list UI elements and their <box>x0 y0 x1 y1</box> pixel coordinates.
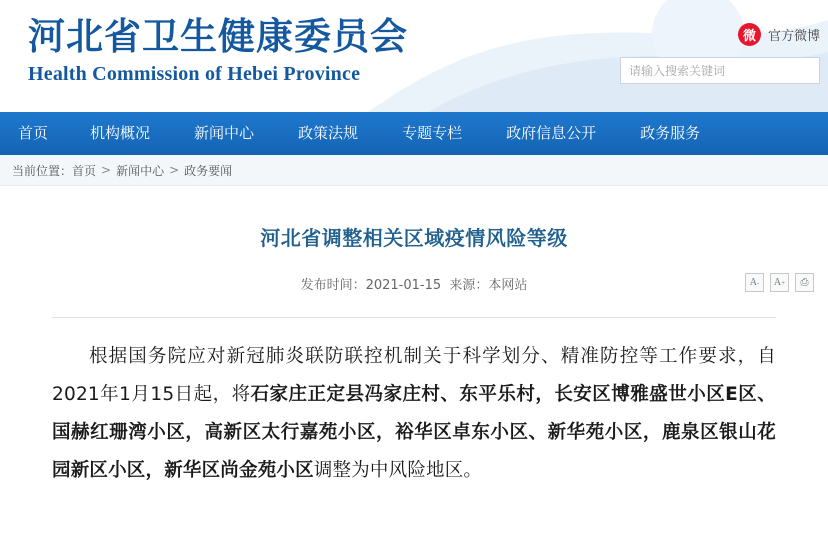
search-input[interactable] <box>621 58 819 83</box>
site-title-en: Health Commission of Hebei Province <box>28 63 361 85</box>
weibo-label: 官方微博 <box>767 28 820 44</box>
breadcrumb-separator-2: > <box>169 163 180 177</box>
nav-item-special-topics[interactable]: 专题专栏 <box>402 124 463 142</box>
publish-date: 2021-01-15 <box>365 278 442 293</box>
article-body-part1: 根据国务院应对新冠肺炎联防联控机制关于科学划分、精准防控等工作要求，自2021年1月15日起，将 <box>52 346 776 405</box>
source-value: 本网站 <box>488 278 528 293</box>
article-tools <box>745 273 814 292</box>
weibo-icon: 微 <box>738 23 761 46</box>
nav-item-home[interactable]: 首页 <box>18 124 49 142</box>
breadcrumb-prefix: 当前位置： <box>12 163 73 178</box>
font-decrease-label: A <box>749 277 757 288</box>
nav-item-policy[interactable]: 政策法规 <box>298 124 359 142</box>
breadcrumb-item-news[interactable]: 新闻中心 <box>116 163 165 178</box>
article-meta-text <box>52 275 776 297</box>
article-body <box>52 338 776 490</box>
breadcrumb-separator: > <box>101 163 112 177</box>
publish-time-label: 发布时间： <box>300 278 366 293</box>
nav-item-gov-disclosure[interactable]: 政府信息公开 <box>506 124 597 142</box>
main-navigation <box>0 112 828 155</box>
font-increase-label: A <box>773 277 782 288</box>
site-title-cn: 河北省卫生健康委员会 <box>28 15 408 58</box>
article-divider <box>52 317 776 318</box>
font-decrease-button[interactable] <box>745 273 764 292</box>
breadcrumb <box>0 155 828 186</box>
search-box[interactable] <box>620 57 820 84</box>
weibo-link[interactable] <box>738 22 820 46</box>
print-glyph: ⎙ <box>800 277 809 288</box>
nav-item-news-center[interactable]: 新闻中心 <box>194 124 255 142</box>
font-decrease-sup: - <box>756 278 760 287</box>
print-icon[interactable] <box>795 273 814 292</box>
article <box>0 222 828 490</box>
breadcrumb-item-home[interactable]: 首页 <box>72 163 97 178</box>
article-meta <box>52 275 809 303</box>
font-increase-sup: + <box>781 278 786 287</box>
article-body-part2: 调整为中风险地区。 <box>313 460 483 481</box>
header-tools <box>620 22 820 84</box>
page-title: 河北省调整相关区域疫情风险等级 <box>260 226 568 250</box>
nav-item-gov-services[interactable]: 政务服务 <box>640 124 701 142</box>
site-header <box>0 0 828 112</box>
source-label: 来源： <box>449 278 489 293</box>
article-body-highlight: 石家庄正定县冯家庄村、东平乐村，长安区博雅盛世小区E区、国赫红珊湾小区，高新区太行嘉苑小区，裕华区卓东小区、新华苑小区，鹿泉区银山花园新区小区，新华区尚金苑小区 <box>52 384 776 481</box>
nav-item-overview[interactable]: 机构概况 <box>90 124 151 142</box>
font-increase-button[interactable] <box>770 273 789 292</box>
breadcrumb-item-current[interactable]: 政务要闻 <box>184 163 233 178</box>
